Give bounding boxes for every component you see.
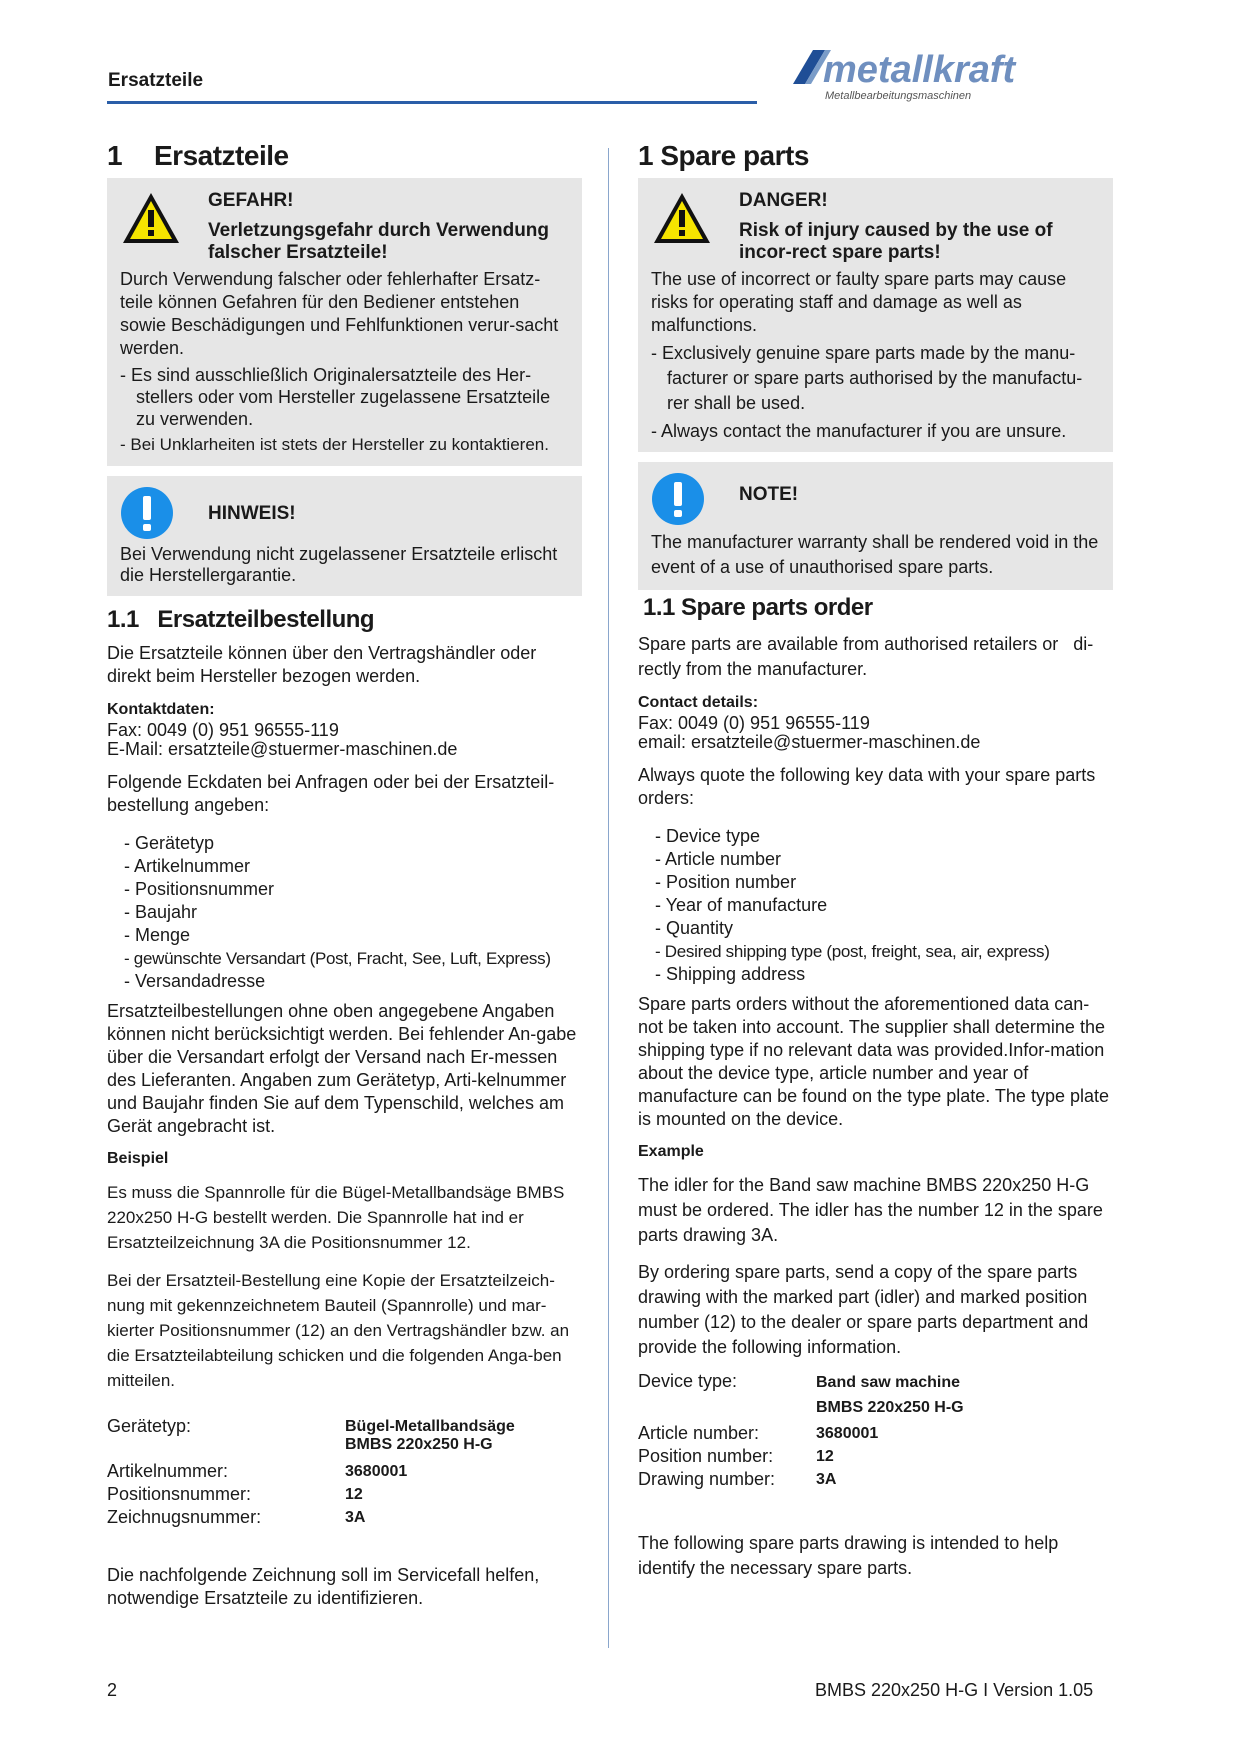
- copy-text: By ordering spare parts, send a copy of the spare parts drawing with the marked part (idler) and marked position number (12) to the dealer or spare parts department and provide the following information.: [638, 1262, 1089, 1357]
- running-header: Ersatzteile: [108, 70, 204, 91]
- subsection-heading: 1.1 Ersatzteilbestellung: [107, 606, 375, 633]
- list-item: - Shipping address: [655, 964, 806, 984]
- list-item: - Device type: [655, 826, 761, 846]
- key-data-text: Always quote the following key data with your spare parts orders:: [638, 765, 1096, 808]
- detail-value: 12: [816, 1448, 834, 1465]
- danger-title: GEFAHR!: [208, 190, 294, 211]
- orders-text: Ersatzteilbestellungen ohne oben angegebene Angaben können nicht berücksichtigt werden. Bei fehlender An-gabe über die Versandart erfolgt der Versand nach Er-messen des Lieferanten. Angaben zum Gerätetyp, Arti-kelnummer und Baujahr finden Sie auf dem Typenschild, welches am Gerät angebracht ist.: [107, 1001, 577, 1136]
- danger-box: [638, 178, 1113, 452]
- detail-value-line: BMBS 220x250 H-G: [345, 1436, 493, 1453]
- detail-row: [107, 1506, 582, 1529]
- detail-value-line: Bügel-Metallbandsäge: [345, 1418, 515, 1435]
- page-number: 2: [107, 1680, 118, 1700]
- note-box: [638, 462, 1113, 590]
- detail-row: [638, 1468, 1113, 1491]
- detail-value: 3680001: [816, 1425, 879, 1442]
- danger-bullet: - Es sind ausschließlich Originalersatzteile des Her-stellers oder vom Hersteller zugelassene Ersatzteile zu verwenden.: [120, 365, 551, 429]
- detail-key: Device type:: [638, 1371, 738, 1391]
- section-title: Ersatzteile: [154, 140, 289, 171]
- closing-text: The following spare parts drawing is intended to help identify the necessary spare parts.: [638, 1533, 1059, 1578]
- detail-key: Drawing number:: [638, 1469, 776, 1489]
- contact-email: email: ersatzteile@stuermer-maschinen.de: [638, 732, 981, 752]
- closing-text: Die nachfolgende Zeichnung soll im Servicefall helfen, notwendige Ersatzteile zu identifizieren.: [107, 1565, 540, 1608]
- danger-bullet: - Exclusively genuine spare parts made by the manu-facturer or spare parts authorised by the manufactu-rer shall be used.: [651, 343, 1083, 413]
- detail-row: [107, 1483, 582, 1506]
- detail-value: 3A: [816, 1471, 837, 1488]
- key-data-list: [638, 825, 1113, 986]
- detail-row: [638, 1422, 1113, 1445]
- list-item: - Positionsnummer: [124, 879, 275, 899]
- danger-text: Durch Verwendung falscher oder fehlerhafter Ersatz-teile können Gefahren für den Bediener entstehen sowie Beschädigungen und Fehlfunktionen verur-sacht werden.: [120, 269, 559, 358]
- section-number: 1: [107, 140, 123, 171]
- danger-subtitle: Verletzungsgefahr durch Verwendung falscher Ersatzteile!: [208, 220, 550, 263]
- danger-box: [107, 178, 582, 466]
- section-heading: [107, 140, 582, 172]
- section-heading: 1 Spare parts: [638, 140, 809, 171]
- list-item: - Gerätetyp: [124, 833, 215, 853]
- danger-bullet: - Always contact the manufacturer if you are unsure.: [651, 421, 1067, 441]
- note-text: The manufacturer warranty shall be rendered void in the event of a use of unauthorised spare parts.: [651, 532, 1099, 577]
- detail-key: Artikelnummer:: [107, 1461, 229, 1481]
- logo-mark: [785, 46, 1115, 96]
- detail-key: Article number:: [638, 1423, 760, 1443]
- example-text: The idler for the Band saw machine BMBS 220x250 H-G must be ordered. The idler has the number 12 in the spare parts drawing 3A.: [638, 1175, 1103, 1245]
- warning-icon: [651, 190, 713, 246]
- detail-key: Position number:: [638, 1446, 774, 1466]
- list-item: - Desired shipping type (post, freight, sea, air, express): [655, 942, 1050, 961]
- detail-row: [638, 1445, 1113, 1468]
- detail-key: Positionsnummer:: [107, 1484, 252, 1504]
- contact-label: Kontaktdaten:: [107, 701, 215, 718]
- note-text: Bei Verwendung nicht zugelassener Ersatzteile erlischt die Herstellergarantie.: [120, 544, 558, 585]
- detail-value: 3680001: [345, 1463, 408, 1480]
- list-item: - Artikelnummer: [124, 856, 251, 876]
- list-item: - Article number: [655, 849, 782, 869]
- logo-text: metallkraft: [823, 49, 1016, 91]
- list-item: - Baujahr: [124, 902, 198, 922]
- right-column: [638, 140, 1113, 1581]
- list-item: - gewünschte Versandart (Post, Fracht, See, Luft, Express): [124, 949, 551, 968]
- intro-text: Die Ersatzteile können über den Vertragshändler oder direkt beim Hersteller bezogen werden.: [107, 643, 537, 686]
- column-divider: [608, 148, 609, 1648]
- list-item: - Menge: [124, 925, 191, 945]
- header-rule: [107, 101, 757, 104]
- contact-email: E-Mail: ersatzteile@stuermer-maschinen.de: [107, 739, 458, 759]
- detail-key: Gerätetyp:: [107, 1416, 192, 1436]
- example-label: Example: [638, 1143, 704, 1160]
- subsection-heading: 1.1 Spare parts order: [643, 594, 873, 621]
- warning-icon: [120, 190, 182, 246]
- detail-row: [107, 1415, 582, 1454]
- intro-text: Spare parts are available from authorised retailers or di-rectly from the manufacturer.: [638, 634, 1094, 679]
- note-title: NOTE!: [739, 484, 799, 505]
- list-item: - Year of manufacture: [655, 895, 828, 915]
- detail-row: [638, 1370, 1113, 1420]
- danger-text: The use of incorrect or faulty spare parts may cause risks for operating staff and damage as well as malfunctions.: [651, 269, 1067, 335]
- contact-label: Contact details:: [638, 694, 759, 711]
- contact-fax: Fax: 0049 (0) 951 96555-119: [638, 713, 870, 733]
- detail-value-line: Band saw machine: [816, 1374, 961, 1391]
- list-item: - Versandadresse: [124, 971, 266, 991]
- metallkraft-logo: [785, 46, 1115, 106]
- exclamation-icon: [651, 472, 705, 526]
- order-details: [107, 1415, 582, 1529]
- copy-text: Bei der Ersatzteil-Bestellung eine Kopie der Ersatzteilzeich-nung mit gekennzeichnetem Bauteil (Spannrolle) und mar-kierter Positionsnummer (12) an den Vertragshändler bzw. an die Ersatzteilabteilung schicken und die folgenden Anga-ben mitteilen.: [107, 1271, 570, 1390]
- list-item: - Quantity: [655, 918, 734, 938]
- list-item: - Position number: [655, 872, 797, 892]
- detail-value: [816, 1370, 964, 1420]
- example-label: Beispiel: [107, 1150, 169, 1167]
- contact-fax: Fax: 0049 (0) 951 96555-119: [107, 720, 339, 740]
- note-title: HINWEIS!: [208, 503, 296, 524]
- orders-text: Spare parts orders without the aforementioned data can-not be taken into account. The supplier shall determine the shipping type if no relevant data was provided.Infor-mation about the device type, article number and year of manufacture can be found on the type plate. The type plate is mounted on the device.: [638, 994, 1109, 1129]
- detail-value-line: BMBS 220x250 H-G: [816, 1399, 964, 1416]
- danger-subtitle: Risk of injury caused by the use of incor-rect spare parts!: [739, 220, 1053, 263]
- detail-value: [345, 1418, 515, 1454]
- note-box: [107, 476, 582, 596]
- key-data-text: Folgende Eckdaten bei Anfragen oder bei der Ersatzteil-bestellung angeben:: [107, 772, 555, 815]
- example-text: Es muss die Spannrolle für die Bügel-Metallbandsäge BMBS 220x250 H-G bestellt werden. Die Spannrolle hat ind er Ersatzteilzeichnung 3A die Positionsnummer 12.: [107, 1183, 565, 1252]
- detail-value: 3A: [345, 1509, 366, 1526]
- exclamation-icon: [120, 486, 174, 540]
- danger-title: DANGER!: [739, 190, 828, 211]
- document-version: BMBS 220x250 H-G I Version 1.05: [815, 1680, 1094, 1700]
- left-column: [107, 140, 582, 1610]
- key-data-list: [107, 832, 582, 993]
- detail-value: 12: [345, 1486, 363, 1503]
- danger-bullet: - Bei Unklarheiten ist stets der Hersteller zu kontaktieren.: [120, 435, 549, 454]
- detail-key: Zeichnugsnummer:: [107, 1507, 262, 1527]
- logo-subtitle: Metallbearbeitungsmaschinen: [825, 90, 972, 102]
- order-details: [638, 1370, 1113, 1491]
- detail-row: [107, 1460, 582, 1483]
